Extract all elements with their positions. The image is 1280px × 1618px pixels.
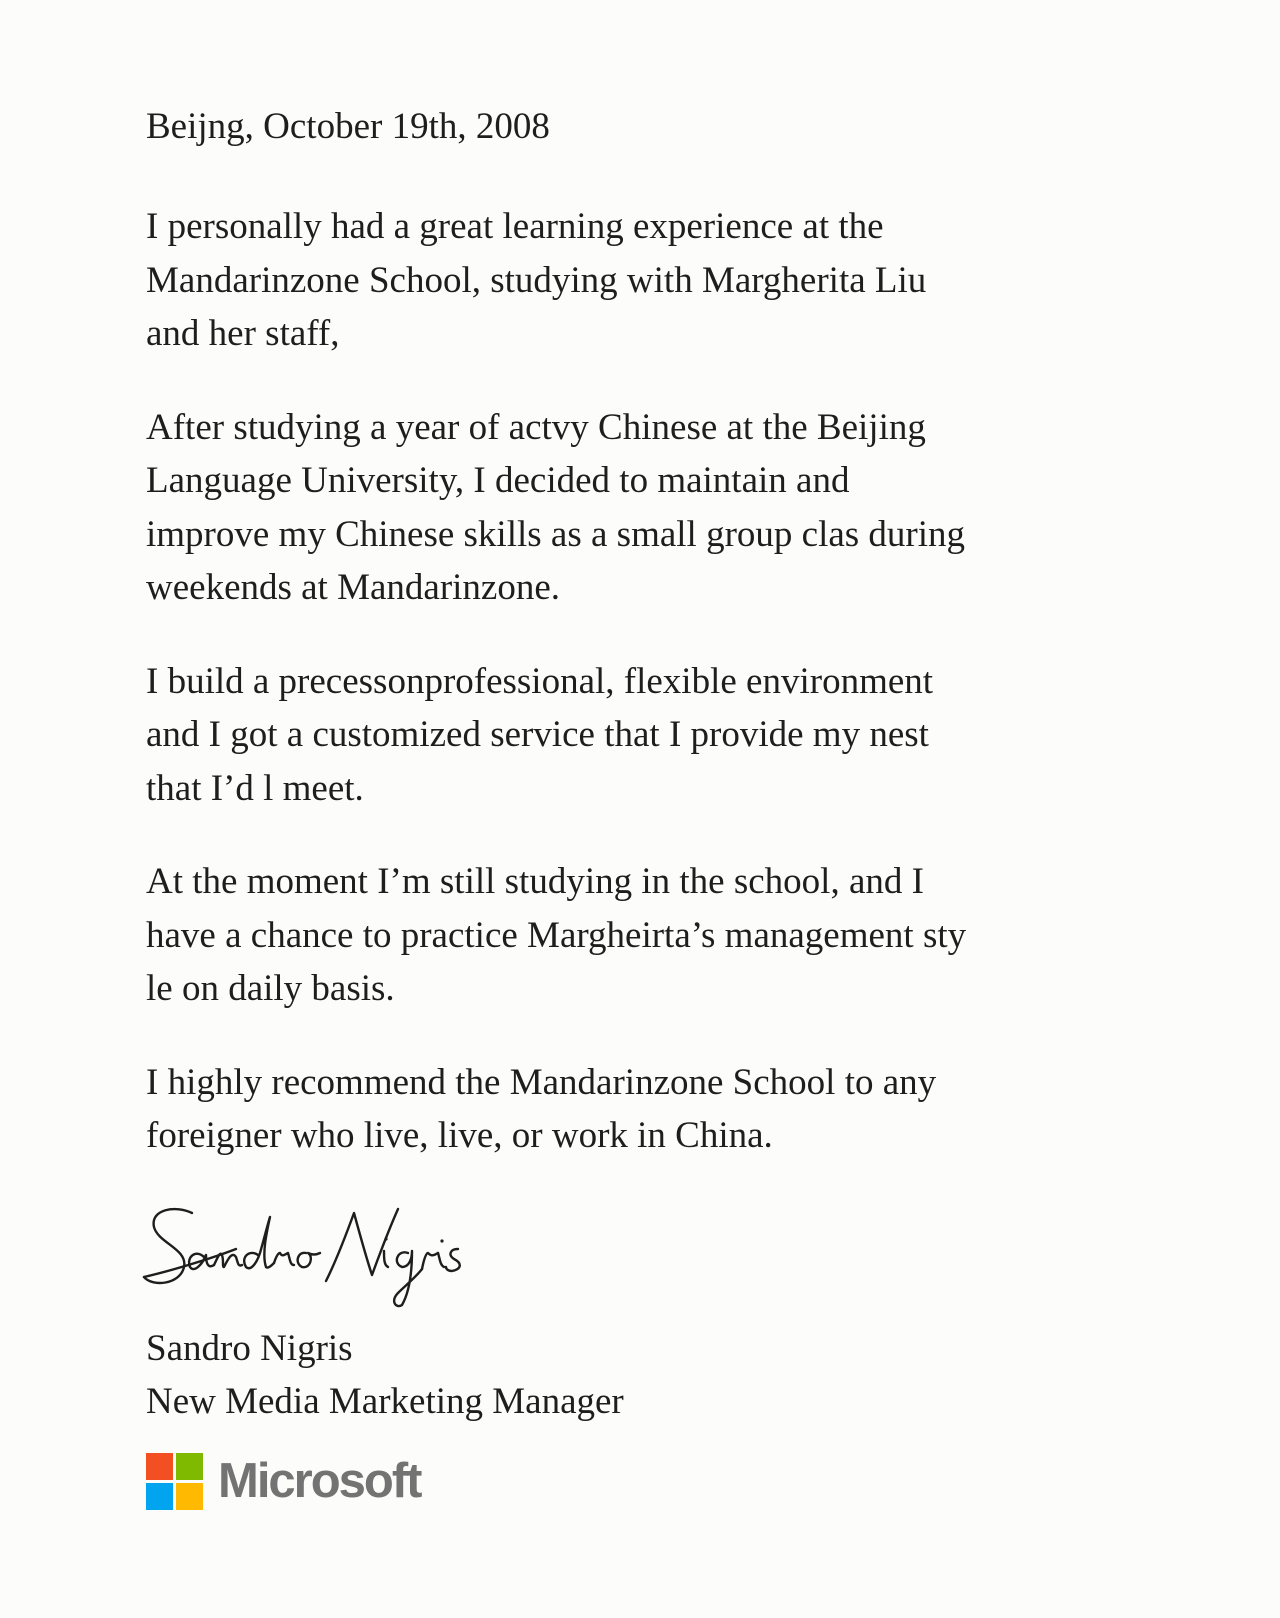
signer-title: New Media Marketing Manager	[146, 1381, 624, 1422]
signer-name: Sandro Nigris	[146, 1328, 353, 1369]
logo-square-red	[146, 1453, 173, 1480]
logo-wordmark: Microsoft	[218, 1454, 421, 1508]
logo-square-blue	[146, 1483, 173, 1510]
signer-block	[146, 1322, 624, 1428]
handwritten-signature	[140, 1205, 480, 1315]
logo-square-yellow	[176, 1483, 203, 1510]
paragraph-1: I personally had a great learning experience at the Mandarinzone School, studying with Margherita Liu and her staff,	[146, 206, 927, 354]
paragraph-4: At the moment I’m still studying in the school, and I have a chance to practice Margheirta’s management sty le on daily basis.	[146, 861, 967, 1009]
microsoft-logo-icon	[146, 1453, 203, 1510]
signature-alt-text: Sandro Nigris	[140, 1313, 146, 1314]
paragraph-2: After studying a year of actvy Chinese at the Beijing Language University, I decided to maintain and improve my Chinese skills as a small group clas during weekends at Mandarinzone.	[146, 406, 966, 608]
letter-date: Beijng, October 19th, 2008	[146, 106, 550, 147]
microsoft-logo	[146, 1453, 421, 1510]
letter-body	[146, 100, 1106, 1163]
paragraph-5: I highly recommend the Mandarinzone School to any foreigner who live, live, or work in China.	[146, 1061, 937, 1156]
logo-square-green	[176, 1453, 203, 1480]
paragraph-3: I build a precessonprofessional, flexible environment and I got a customized service that I provide my nest that I’d l meet.	[146, 660, 934, 809]
